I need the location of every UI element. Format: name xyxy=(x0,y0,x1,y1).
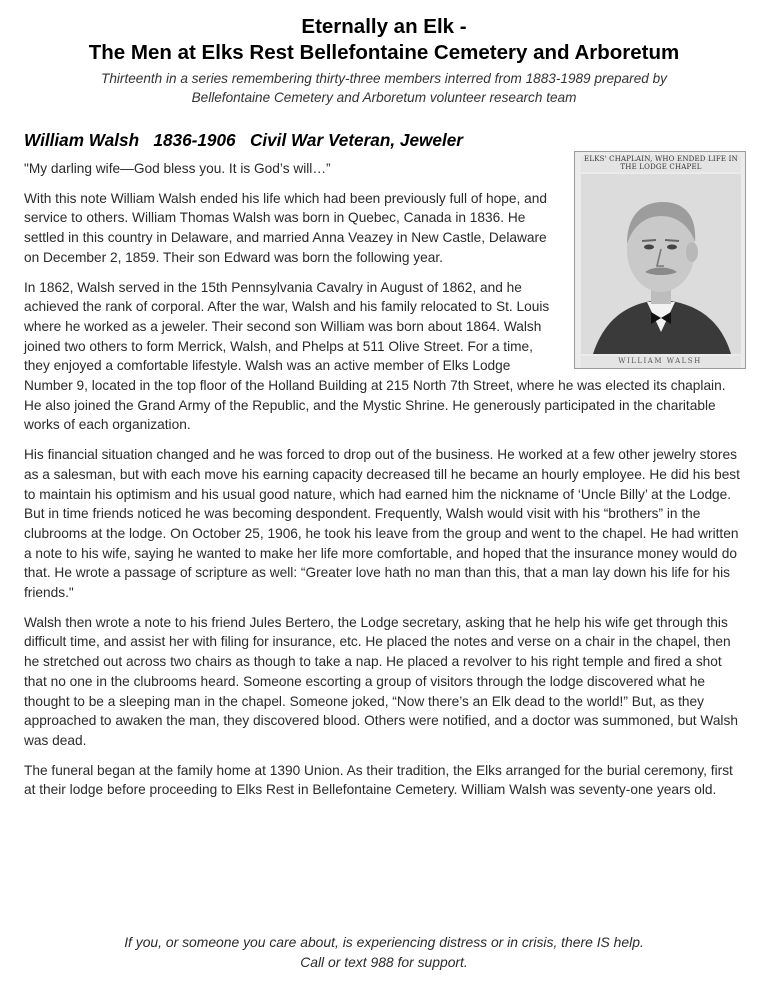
series-subtitle xyxy=(0,69,768,107)
footer-line-2: Call or text 988 for support. xyxy=(300,954,468,970)
paragraph-war-service: In 1862, Walsh served in the 15th Pennsylvania Cavalry in August of 1862, and he achieved the rank of corporal. After the war, Walsh and his family relocated to St. Louis where he worked as a jeweler. Their second son William was born about 1864. Walsh joined two others to form Merrick, Walsh, and Phelps at 511 Olive Street. For a time, they enjoyed a comfortable lifestyle. Walsh was an active member of Elks Lodge Number 9, located in the top floor of the Holland Building at 215 North 7th Street, where he was elected its chaplain. He also joined the Grand Army of the Republic, and the Mystic Shrine. He generously participated in the charitable works of each organization. xyxy=(24,279,726,433)
paragraph-quote: "My darling wife—God bless you. It is God’s will…” xyxy=(24,161,331,176)
article-heading: William Walsh 1836-1906 Civil War Veteran, Jeweler xyxy=(24,130,463,150)
portrait-photo xyxy=(574,151,746,369)
subtitle-line-1: Thirteenth in a series remembering thirty-three members interred from 1883-1989 prepared by xyxy=(101,71,667,86)
footer-line-1: If you, or someone you care about, is experiencing distress or in crisis, there IS help. xyxy=(124,934,644,950)
subtitle-line-2: Bellefontaine Cemetery and Arboretum volunteer research team xyxy=(191,90,577,105)
paragraph-death: Walsh then wrote a note to his friend Jules Bertero, the Lodge secretary, asking that he help his wife get through this difficult time, and assist her with filing for insurance, etc. He placed the notes and verse on a chair in the chapel, then he stretched out across two chairs as though to take a nap. He placed a revolver to his right temple and fired a shot that no one in the clubrooms heard. Someone escorting a group of visitors through the lodge discovered what he thought to be a sleeping man in the chapel. Someone joked, “Now there’s an Elk dead to the world!” But, as they approached to awaken the man, they discovered blood. Others were notified, and a doctor was summoned, but Walsh was dead. xyxy=(24,614,738,748)
article-body xyxy=(24,128,740,810)
paragraph-decline: His financial situation changed and he was forced to drop out of the business. He worked at a few other jewelry stores as a salesman, but with each move his earning capacity decreased till he became an hourly employee. He did his best to maintain his optimism and his usual good nature, which had earned him the nickname of ‘Uncle Billy’ at the Lodge. But in time friends noticed he was becoming despondent. Frequently, Walsh would visit with his “brothers” in the clubrooms at the lodge. On October 25, 1906, he took his leave from the group and went to the chapel. He had written a note to his wife, saying he wanted to make her life more comfortable, and hoped that the insurance money would do that. He wrote a passage of scripture as well: “Greater love hath no man than this, that a man lay down his life for his friends." xyxy=(24,447,740,601)
portrait-illustration xyxy=(575,152,746,369)
page-title-line-1: Eternally an Elk - xyxy=(301,15,467,38)
photo-caption-bottom: WILLIAM WALSH xyxy=(618,357,702,365)
crisis-help-footer xyxy=(0,932,768,972)
page-title-line-2: The Men at Elks Rest Bellefontaine Cemetery and Arboretum xyxy=(88,41,680,64)
paragraph-funeral: The funeral began at the family home at 1390 Union. As their tradition, the Elks arranged for the burial ceremony, first at their lodge before proceeding to Elks Rest in Bellefontaine Cemetery. William Walsh was seventy-one years old. xyxy=(24,762,733,798)
page-header xyxy=(0,14,768,107)
paragraph-intro: With this note William Walsh ended his life which had been previously full of hope, and service to others. William Thomas Walsh was born in Quebec, Canada in 1836. He settled in this country in Delaware, and married Anna Veazey in New Castle, Delaware on December 2, 1859. Their son Edward was born the following year. xyxy=(24,190,547,265)
photo-caption-top: ELKS' CHAPLAIN, WHO ENDED LIFE IN THE LODGE CHAPEL xyxy=(584,155,738,171)
